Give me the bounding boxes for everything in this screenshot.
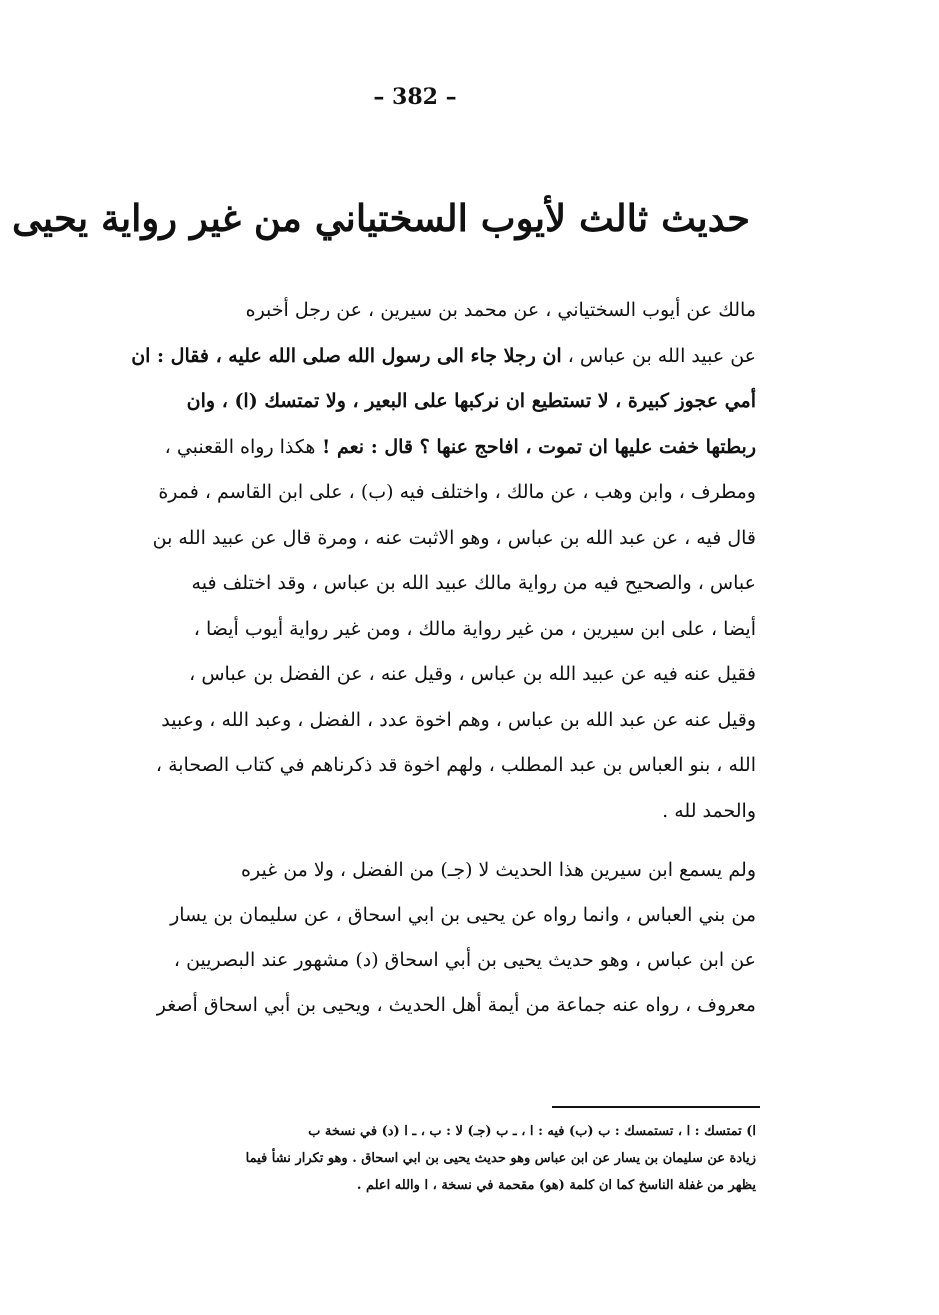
text-line [96, 698, 756, 744]
page-number: – 382 – [373, 84, 457, 110]
text-line [96, 743, 756, 789]
text-segment: قال فيه ، عن عبد الله بن عباس ، وهو الاثبت عنه ، ومرة قال عن عبيد الله بن [152, 526, 756, 549]
text-line [96, 983, 756, 1028]
text-segment: ومطرف ، وابن وهب ، عن مالك ، واختلف فيه (ب) ، على ابن القاسم ، فمرة [158, 481, 756, 503]
text-line [96, 334, 756, 380]
hadith-text-segment: ربطتها خفت عليها ان تموت ، افاحج عنها ؟ قال : نعم ! [315, 435, 756, 458]
text-segment: الله ، بنو العباس بن عبد المطلب ، ولهم اخوة قد ذكرناهم في كتاب الصحابة ، [155, 754, 756, 776]
text-segment: والحمد لله . [662, 799, 756, 822]
text-segment: هكذا رواه القعنبي ، [164, 435, 316, 458]
text-segment: فقيل عنه فيه عن عبيد الله بن عباس ، وقيل عنه ، عن الفضل بن عباس ، [189, 663, 756, 685]
text-line [96, 789, 756, 835]
footnote-line: يظهر من غفلة الناسخ كما ان كلمة (هو) مقحمة في نسخة ، ا والله اعلم . [356, 1178, 756, 1193]
footnote-line: ا) تمتسك : ا ، تستمسك : ب (ب) فيه : ا ، ـ ب (جـ) لا : ب ، ـ ا (د) في نسخة ب [308, 1124, 756, 1139]
text-segment: عباس ، والصحيح فيه من رواية مالك عبيد الله بن عباس ، وقد اختلف فيه [191, 572, 756, 594]
text-line [96, 425, 756, 471]
second-paragraph [96, 848, 756, 1028]
main-paragraph [96, 288, 756, 834]
footnote-line: زيادة عن سليمان بن يسار عن ابن عباس وهو حديث يحيى بن ابي اسحاق . وهو تكرار نشأ فيما [245, 1151, 756, 1166]
text-segment: مالك عن أيوب السختياني ، عن محمد بن سيرين ، عن رجل أخبره [245, 299, 756, 321]
hadith-text-segment: ان رجلا جاء الى رسول الله صلى الله عليه ، فقال : ان [131, 344, 562, 367]
text-line [96, 893, 756, 938]
text-line [96, 561, 756, 607]
text-segment: من بني العباس ، وانما رواه عن يحيى بن ابي اسحاق ، عن سليمان بن يسار [170, 904, 756, 926]
text-line [96, 379, 756, 425]
text-segment: وقيل عنه عن عبد الله بن عباس ، وهم اخوة عدد ، الفضل ، وعبد الله ، وعبيد [161, 708, 756, 731]
text-line [96, 470, 756, 516]
text-line [96, 652, 756, 698]
text-line [96, 848, 756, 893]
chapter-title: حديث ثالث لأيوب السختياني من غير رواية يحيى [11, 196, 750, 240]
footnotes [96, 1118, 756, 1199]
text-segment: معروف ، رواه عنه جماعة من أيمة أهل الحديث ، ويحيى بن أبي اسحاق أصغر [156, 994, 756, 1016]
text-segment: عن عبيد الله بن عباس ، [561, 344, 756, 367]
text-segment: ولم يسمع ابن سيرين هذا الحديث لا (جـ) من الفضل ، ولا من غيره [241, 859, 756, 881]
text-line [96, 607, 756, 653]
text-segment: أيضا ، على ابن سيرين ، من غير رواية مالك ، ومن غير رواية أيوب أيضا ، [193, 617, 756, 640]
text-line [96, 516, 756, 562]
text-line [96, 288, 756, 334]
hadith-text-segment: أمي عجوز كبيرة ، لا تستطيع ان نركبها على البعير ، ولا تمتسك (ا) ، وان [186, 390, 756, 412]
text-line [96, 938, 756, 983]
footnote-divider [552, 1106, 760, 1108]
text-segment: عن ابن عباس ، وهو حديث يحيى بن أبي اسحاق (د) مشهور عند البصريين ، [173, 949, 756, 971]
